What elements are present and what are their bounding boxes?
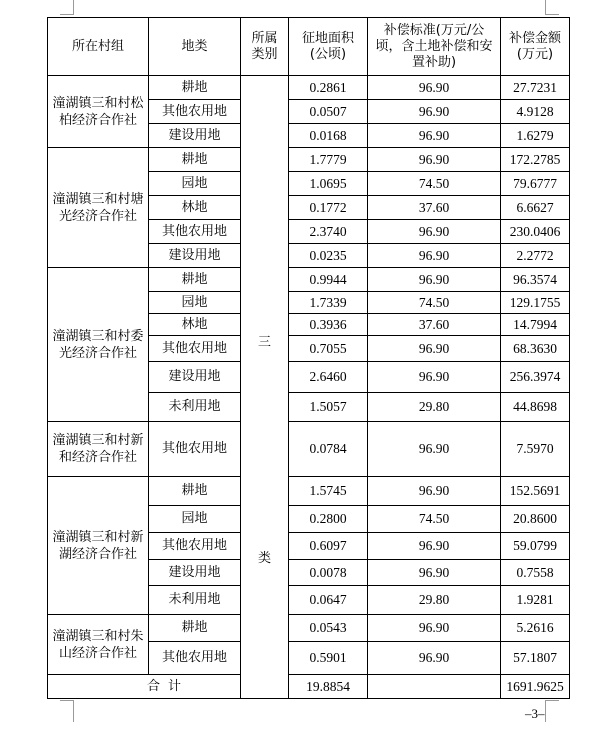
standard-cell: 96.90 — [368, 560, 501, 586]
land-type-cell: 未利用地 — [149, 393, 241, 422]
standard-cell: 37.60 — [368, 196, 501, 220]
area-cell: 0.7055 — [289, 336, 368, 362]
crop-mark — [545, 14, 559, 15]
total-standard-empty — [368, 675, 501, 699]
crop-mark — [73, 0, 74, 14]
area-cell: 0.9944 — [289, 268, 368, 292]
area-cell: 0.0507 — [289, 100, 368, 124]
table-row — [48, 148, 570, 172]
standard-cell: 96.90 — [368, 533, 501, 560]
standard-cell: 96.90 — [368, 477, 501, 506]
land-type-cell: 耕地 — [149, 477, 241, 506]
standard-cell: 96.90 — [368, 336, 501, 362]
header-area: 征地面积(公顷) — [289, 18, 368, 76]
land-type-cell: 未利用地 — [149, 586, 241, 615]
amount-cell: 20.8600 — [501, 506, 570, 533]
area-cell: 0.0543 — [289, 615, 368, 642]
standard-cell: 96.90 — [368, 422, 501, 477]
standard-cell: 37.60 — [368, 314, 501, 336]
area-cell: 2.3740 — [289, 220, 368, 244]
standard-cell: 96.90 — [368, 220, 501, 244]
land-type-cell: 园地 — [149, 172, 241, 196]
land-type-cell: 其他农用地 — [149, 642, 241, 675]
land-type-cell: 其他农用地 — [149, 422, 241, 477]
area-cell: 0.2861 — [289, 76, 368, 100]
village-cell: 潼湖镇三和村委光经济合作社 — [48, 268, 149, 422]
total-amount: 1691.9625 — [501, 675, 570, 699]
amount-cell: 152.5691 — [501, 477, 570, 506]
compensation-table — [47, 17, 570, 699]
area-cell: 0.3936 — [289, 314, 368, 336]
area-cell: 0.6097 — [289, 533, 368, 560]
area-cell: 1.0695 — [289, 172, 368, 196]
area-cell: 1.7779 — [289, 148, 368, 172]
standard-cell: 29.80 — [368, 586, 501, 615]
amount-cell: 2.2772 — [501, 244, 570, 268]
area-cell: 2.6460 — [289, 362, 368, 393]
land-type-cell: 其他农用地 — [149, 336, 241, 362]
area-cell: 0.2800 — [289, 506, 368, 533]
standard-cell: 96.90 — [368, 148, 501, 172]
header-standard: 补偿标准(万元/公顷，含土地补偿和安置补助) — [368, 18, 501, 76]
amount-cell: 6.6627 — [501, 196, 570, 220]
area-cell: 0.0168 — [289, 124, 368, 148]
land-type-cell: 园地 — [149, 506, 241, 533]
crop-mark — [545, 0, 546, 14]
area-cell: 0.1772 — [289, 196, 368, 220]
amount-cell: 5.2616 — [501, 615, 570, 642]
amount-cell: 172.2785 — [501, 148, 570, 172]
land-type-cell: 建设用地 — [149, 362, 241, 393]
amount-cell: 44.8698 — [501, 393, 570, 422]
crop-mark — [60, 14, 74, 15]
total-row — [48, 675, 570, 699]
amount-cell: 230.0406 — [501, 220, 570, 244]
land-type-cell: 林地 — [149, 196, 241, 220]
standard-cell: 96.90 — [368, 615, 501, 642]
standard-cell: 96.90 — [368, 124, 501, 148]
village-cell: 潼湖镇三和村朱山经济合作社 — [48, 615, 149, 675]
area-cell: 0.0078 — [289, 560, 368, 586]
area-cell: 0.0784 — [289, 422, 368, 477]
crop-mark — [73, 700, 74, 722]
total-label: 合计 — [48, 675, 289, 699]
amount-cell: 7.5970 — [501, 422, 570, 477]
standard-cell: 29.80 — [368, 393, 501, 422]
amount-cell: 0.7558 — [501, 560, 570, 586]
total-area: 19.8854 — [289, 675, 368, 699]
amount-cell: 57.1807 — [501, 642, 570, 675]
village-cell: 潼湖镇三和村新和经济合作社 — [48, 422, 149, 477]
standard-cell: 96.90 — [368, 76, 501, 100]
village-cell: 潼湖镇三和村松柏经济合作社 — [48, 76, 149, 148]
amount-cell: 27.7231 — [501, 76, 570, 100]
header-category: 所属类别 — [241, 18, 289, 76]
amount-cell: 59.0799 — [501, 533, 570, 560]
amount-cell: 1.6279 — [501, 124, 570, 148]
village-cell: 潼湖镇三和村新湖经济合作社 — [48, 477, 149, 615]
table-row — [48, 615, 570, 642]
table-row — [48, 76, 570, 100]
amount-cell: 129.1755 — [501, 292, 570, 314]
land-type-cell: 耕地 — [149, 268, 241, 292]
category-cell — [241, 76, 289, 699]
land-type-cell: 建设用地 — [149, 560, 241, 586]
land-type-cell: 建设用地 — [149, 244, 241, 268]
standard-cell: 96.90 — [368, 268, 501, 292]
area-cell: 1.5057 — [289, 393, 368, 422]
category-value: 三类 — [257, 335, 271, 566]
standard-cell: 74.50 — [368, 172, 501, 196]
standard-cell: 96.90 — [368, 100, 501, 124]
standard-cell: 96.90 — [368, 362, 501, 393]
land-type-cell: 其他农用地 — [149, 100, 241, 124]
amount-cell: 4.9128 — [501, 100, 570, 124]
area-cell: 1.5745 — [289, 477, 368, 506]
table-row — [48, 477, 570, 506]
land-type-cell: 建设用地 — [149, 124, 241, 148]
area-cell: 0.5901 — [289, 642, 368, 675]
amount-cell: 79.6777 — [501, 172, 570, 196]
amount-cell: 68.3630 — [501, 336, 570, 362]
table-row — [48, 268, 570, 292]
amount-cell: 14.7994 — [501, 314, 570, 336]
amount-cell: 96.3574 — [501, 268, 570, 292]
village-cell: 潼湖镇三和村塘光经济合作社 — [48, 148, 149, 268]
land-type-cell: 耕地 — [149, 148, 241, 172]
area-cell: 0.0647 — [289, 586, 368, 615]
standard-cell: 96.90 — [368, 244, 501, 268]
land-type-cell: 林地 — [149, 314, 241, 336]
area-cell: 1.7339 — [289, 292, 368, 314]
header-amount: 补偿金额(万元) — [501, 18, 570, 76]
standard-cell: 74.50 — [368, 506, 501, 533]
page-number: –3– — [525, 706, 545, 721]
land-type-cell: 园地 — [149, 292, 241, 314]
standard-cell: 74.50 — [368, 292, 501, 314]
table-row — [48, 422, 570, 477]
crop-mark — [545, 700, 559, 701]
standard-cell: 96.90 — [368, 642, 501, 675]
crop-mark — [545, 700, 546, 722]
land-type-cell: 耕地 — [149, 615, 241, 642]
land-type-cell: 其他农用地 — [149, 533, 241, 560]
amount-cell: 256.3974 — [501, 362, 570, 393]
header-village: 所在村组 — [48, 18, 149, 76]
header-land-type: 地类 — [149, 18, 241, 76]
crop-mark — [60, 700, 74, 701]
land-type-cell: 其他农用地 — [149, 220, 241, 244]
amount-cell: 1.9281 — [501, 586, 570, 615]
area-cell: 0.0235 — [289, 244, 368, 268]
land-type-cell: 耕地 — [149, 76, 241, 100]
